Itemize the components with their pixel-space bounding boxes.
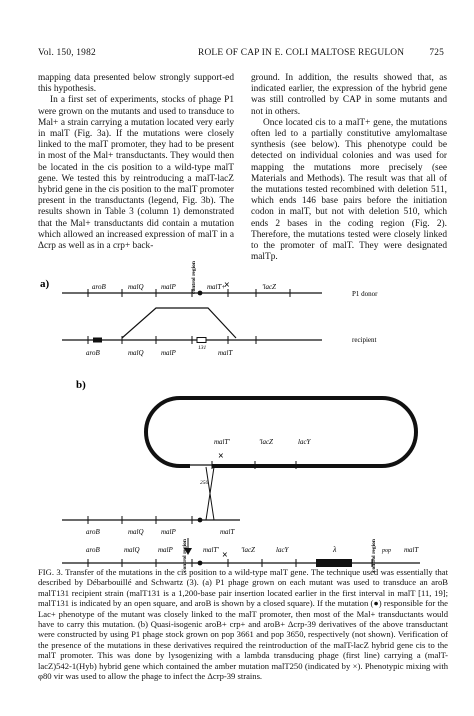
gene-label-malP: malP <box>158 546 173 554</box>
gene-label-lacZ: 'lacZ <box>259 438 273 446</box>
gene-label-pop: pop <box>382 548 391 554</box>
gene-label-lacY: lacY <box>276 546 289 554</box>
gene-label-lacY: lacY <box>298 438 311 446</box>
mutation-dot <box>198 518 203 523</box>
gene-label-aroB: aroB <box>86 528 100 536</box>
volume-label: Vol. 150, 1982 <box>38 48 96 58</box>
gene-label-malT: malT <box>404 546 419 554</box>
gene-label-lambda: λ <box>333 545 337 554</box>
gene-label-malP: malP <box>161 528 176 536</box>
mutation-131-label: 131 <box>198 345 207 351</box>
malT131-open-square <box>197 338 206 343</box>
control-region-label: control region <box>371 539 377 572</box>
gene-label-malT-prime: malT' <box>214 438 230 446</box>
gene-label-lacZ: 'lacZ <box>241 546 255 554</box>
cross-mark-c: × <box>222 550 228 561</box>
gene-label-malQ: malQ <box>124 546 140 554</box>
lambda-block <box>316 559 352 567</box>
paragraph: In a first set of experiments, stocks of phage P1 were grown on the mutants and used to transduce to Mal+ a strain carrying a mutation located very early in malT (Fig. 3a). If the mutations were closely linked to the malT promoter, they had to be present in most of the Mal+ transductants. They would then be located in the cis position to a wild-type malT gene. We tested this by reintroducing a malT-lacZ hybrid gene in the cis position to the malT promoter present in the transductants (legend, Fig. 3b). The results shown in Table 3 (column 1) demonstrated that the Mal+ transductants did contain a mutation which allowed an increased expression of malT in a Δcrp as well as in a crp+ back- <box>38 95 234 252</box>
recipient-label: recipient <box>352 336 377 344</box>
gene-label-malQ: malQ <box>128 528 144 536</box>
lambda-transducing-phage <box>146 398 416 466</box>
cross-mark-b: × <box>218 451 224 462</box>
gene-label-aroB: aroB <box>92 283 106 291</box>
running-title: ROLE OF CAP IN E. COLI MALTOSE REGULON <box>198 48 405 58</box>
gene-label-lacZ: 'lacZ <box>262 283 276 291</box>
gene-label-aroB: aroB <box>86 349 100 357</box>
mutation-dot <box>198 291 203 296</box>
gene-label-malT: malT <box>220 528 235 536</box>
donor-label: P1 donor <box>352 290 378 298</box>
paragraph: ground. In addition, the results showed that, as indicated earlier, the expression of the hybrid gene was still controlled by CAP in some mutants and not in others. <box>251 73 447 117</box>
mutation-dot <box>198 561 203 566</box>
gene-label-malQ: malQ <box>128 349 144 357</box>
page-number: 725 <box>429 48 444 58</box>
panel-b-label: b) <box>76 379 86 391</box>
crossover-region <box>122 308 236 338</box>
paragraph: Once located cis to a malT+ gene, the mutations often led to a partially constitutive amylomaltase synthesis (see below). This phenotype could be detected on individual colonies and was used for mapping the mutations more precisely (see Materials and Methods). The result was that all of the mutations tested recombined with deletion 511, which ends 146 base pairs before the initiation codon in malT, but not with deletion 510, which ends 2 bases in the coding region (Fig. 2). Therefore, the mutations tested were closely linked to the promoter of malT. They were designated malTp. <box>251 117 447 263</box>
cross-mark-a: × <box>224 280 230 291</box>
gene-label-malQ: malQ <box>128 283 144 291</box>
aroB-closed-square <box>93 338 102 343</box>
gene-label-malT-plus: malT+ <box>207 283 227 291</box>
panel-a-label: a) <box>40 278 50 290</box>
figure-caption: FIG. 3. Transfer of the mutations in the cis position to a wild-type malT gene. The technique used was essentially that described by Débarbouillé and Schwartz (3). (a) P1 phage grown on each mutant was used to transduce an aroB malT131 recipient strain (malT131 is a 1,200-base pair insertion located earlier in the first interval in malT [11, 19]; malT131 is indicated by an open square, and aroB is shown by a closed square). If the mutation (●) responsible for the Lac+ phenotype of the mutant was closely linked to the malT promoter, then most of the Mal+ transductants would have to carry this mutation. (b) Quasi-isogenic aroB+ crp+ and aroB+ Δcrp-39 derivatives of the above transductant were constructed by using P1 phage stock grown on pop 3661 and pop 3650, respectively (not shown). Verification of the presence of the mutations in these derivatives required the reintroduction of the malT-lacZ hybrid gene cis to the malT promoter. This was done by lysogenizing with a lambda transducing phage (first line) carrying a (malT-lacZ)542-1(Hyb) hybrid gene which contained the amber mutation malT250 (indicated by ×). Phenotypic mixing with φ80 vir was used to allow the phage to infect the Δcrp-39 strains. <box>38 567 448 682</box>
gene-label-aroB: aroB <box>86 546 100 554</box>
mutation-250-label: 250 <box>200 480 209 486</box>
gene-label-malP: malP <box>161 283 176 291</box>
control-region-label: control region <box>182 539 188 572</box>
gene-label-malP: malP <box>161 349 176 357</box>
paragraph: mapping data presented below strongly support-ed this hypothesis. <box>38 73 234 95</box>
gene-label-malT: malT <box>218 349 233 357</box>
gene-label-malT-prime: malT' <box>203 546 219 554</box>
control-region-label: control region <box>191 261 197 294</box>
